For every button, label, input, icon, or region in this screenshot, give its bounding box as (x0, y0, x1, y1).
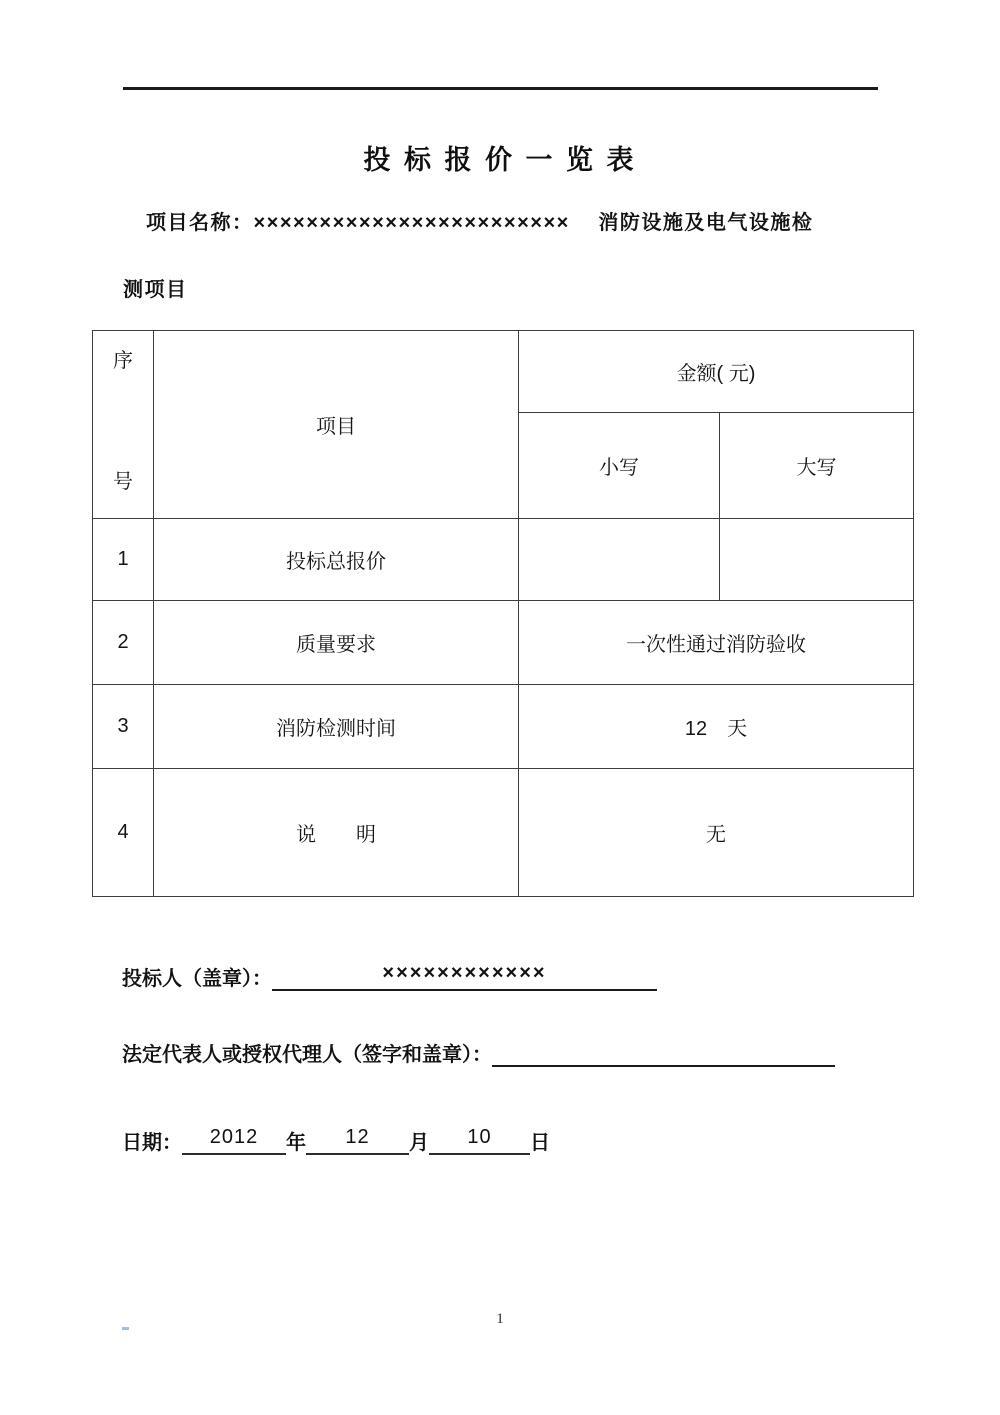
header-rule (123, 87, 878, 90)
seq-header-top: 序 (113, 350, 133, 372)
item-name-cell: 质量要求 (154, 601, 519, 685)
date-year-field: 2012 (182, 1126, 286, 1155)
amount-numeric-cell (519, 519, 720, 601)
representative-signature-line (122, 1038, 835, 1067)
merged-value-cell: 无 (519, 769, 914, 897)
item-name-cell: 投标总报价 (154, 519, 519, 601)
table-row (93, 519, 914, 601)
bidder-label: 投标人（盖章）： (122, 968, 272, 990)
merged-value-cell: 一次性通过消防验收 (519, 601, 914, 685)
row-number-cell: 1 (93, 519, 154, 601)
quotation-table (92, 330, 914, 897)
project-name-line2: 测项目 (123, 279, 188, 301)
seq-header-cell (93, 331, 154, 519)
page-number: 1 (496, 1311, 504, 1327)
project-name-line1: 项目名称：×××××××××××××××××××××××× 消防设施及电气设施检 (146, 212, 814, 234)
bidder-signature-field: ×××××××××××× (272, 962, 657, 991)
amount-header-cell: 金额( 元) (519, 331, 914, 413)
row-number-cell: 4 (93, 769, 154, 897)
date-month-field: 12 (306, 1126, 409, 1155)
document-title: 投 标 报 价 一 览 表 (363, 145, 637, 175)
seq-header-bottom: 号 (113, 471, 133, 493)
amount-capital-header-cell: 大写 (720, 413, 914, 519)
month-unit-label: 月 (409, 1132, 429, 1154)
amount-capital-cell (720, 519, 914, 601)
item-name-cell: 说 明 (154, 769, 519, 897)
row-number-cell: 2 (93, 601, 154, 685)
merged-value-cell: 12 天 (519, 685, 914, 769)
day-unit-label: 日 (530, 1132, 550, 1154)
table-row (93, 601, 914, 685)
amount-numeric-header-cell: 小写 (519, 413, 720, 519)
stray-mark (122, 1327, 129, 1330)
row-number-cell: 3 (93, 685, 154, 769)
table-row (93, 769, 914, 897)
item-name-cell: 消防检测时间 (154, 685, 519, 769)
representative-signature-field (492, 1038, 835, 1067)
bidder-signature-line (122, 962, 657, 991)
date-label: 日期： (122, 1132, 182, 1154)
date-line (122, 1126, 550, 1155)
representative-label: 法定代表人或授权代理人（签字和盖章）： (122, 1044, 492, 1066)
table-row (93, 685, 914, 769)
item-header-cell: 项目 (154, 331, 519, 519)
date-day-field: 10 (429, 1126, 530, 1155)
year-unit-label: 年 (286, 1132, 306, 1154)
